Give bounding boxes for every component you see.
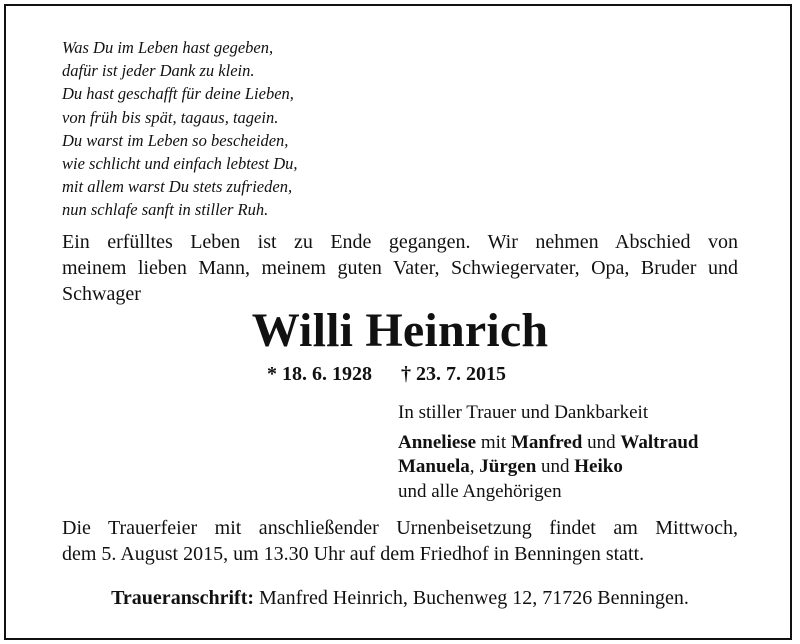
intro-line: Ein erfülltes Leben ist zu Ende gegangen. Wir nehmen Abschied von — [62, 231, 738, 253]
mourners-closing: und alle Angehörigen — [398, 480, 562, 502]
death-date: † 23. 7. 2015 — [401, 363, 506, 385]
mourners-block — [398, 401, 699, 504]
poem-line: dafür ist jeder Dank zu klein. — [62, 61, 255, 81]
address-label: Traueranschrift: — [111, 587, 255, 609]
mourning-address — [0, 585, 800, 611]
connector-text: und — [536, 456, 575, 477]
connector-text: und — [582, 431, 621, 453]
mourner-name: Manuela — [398, 456, 470, 477]
mourner-name: Anneliese — [398, 431, 477, 453]
poem-line: wie schlicht und einfach lebtest Du, — [62, 154, 298, 174]
intro-line: meinem lieben Mann, meinem guten Vater, Schwiegervater, Opa, Bruder und — [62, 257, 738, 279]
poem-line: nun schlafe sanft in stiller Ruh. — [62, 200, 269, 220]
funeral-line: dem 5. August 2015, um 13.30 Uhr auf dem Friedhof in Benningen statt. — [62, 543, 645, 565]
poem-line: Du warst im Leben so bescheiden, — [62, 130, 289, 150]
intro-paragraph — [62, 229, 738, 307]
life-dates — [267, 361, 506, 387]
mourners-row — [398, 455, 699, 480]
deceased-name: Willi Heinrich — [251, 304, 549, 357]
birth-date: * 18. 6. 1928 — [267, 363, 372, 385]
poem-line: mit allem warst Du stets zufrieden, — [62, 177, 293, 197]
address-text: Manfred Heinrich, Buchenweg 12, 71726 Benningen. — [254, 587, 689, 609]
intro-line: Schwager — [62, 283, 141, 305]
mourners-heading: In stiller Trauer und Dankbarkeit — [398, 402, 649, 423]
funeral-line: Die Trauerfeier mit anschließender Urnenbeisetzung findet am Mittwoch, — [62, 517, 738, 539]
poem-line: von früh bis spät, tagaus, tagein. — [62, 107, 279, 127]
poem-line: Du hast geschafft für deine Lieben, — [62, 84, 294, 104]
mourner-name: Heiko — [574, 456, 623, 477]
connector-text: , — [469, 456, 480, 477]
poem-line: Was Du im Leben hast gegeben, — [62, 38, 274, 57]
mourner-name: Waltraud — [620, 431, 699, 453]
mourner-name: Jürgen — [479, 456, 537, 477]
connector-text: mit — [476, 431, 511, 453]
funeral-notice — [62, 515, 738, 567]
poem — [62, 36, 298, 222]
mourner-name: Manfred — [510, 431, 583, 453]
mourners-row — [398, 431, 699, 456]
